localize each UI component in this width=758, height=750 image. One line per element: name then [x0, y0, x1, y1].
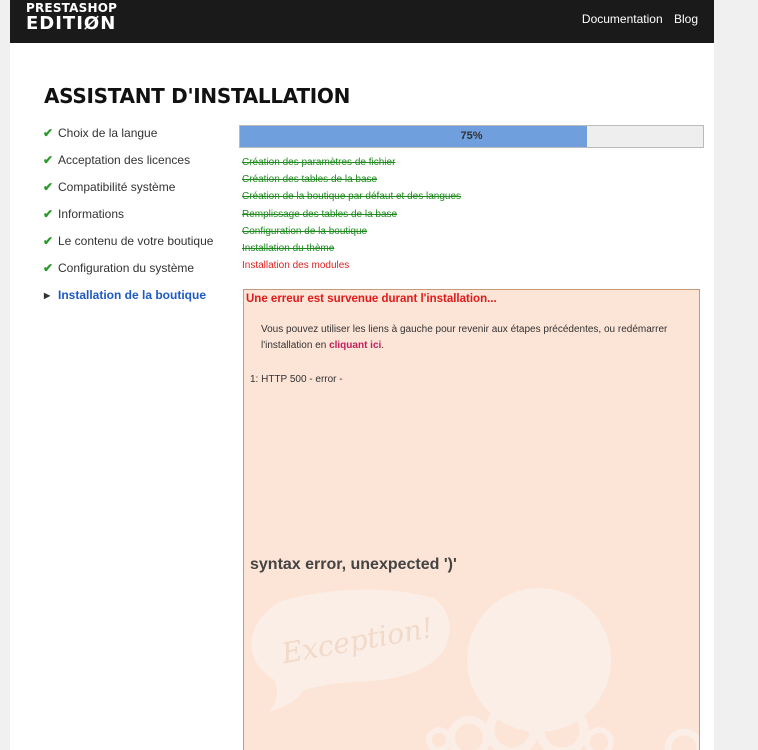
progress-percent: 75%: [460, 130, 483, 142]
step-installation-boutique: [43, 288, 213, 315]
step-compatibilite-systeme[interactable]: [43, 180, 213, 207]
task-item: Installation du thème: [242, 242, 335, 254]
task-item: Création des paramètres de fichier: [242, 157, 396, 168]
exception-illustration: [244, 580, 700, 750]
error-message-end: .: [381, 340, 385, 351]
step-informations[interactable]: [43, 207, 213, 234]
step-label: Informations: [58, 207, 125, 221]
task-item: Remplissage des tables de la base: [242, 208, 398, 220]
step-label: Configuration du système: [58, 261, 195, 275]
logo-bottom-text: EDITIØN: [26, 13, 117, 34]
installation-task-list: [242, 157, 461, 277]
check-icon: ✔: [43, 153, 54, 167]
top-header: [10, 0, 714, 43]
error-message-text: Vous pouvez utiliser les liens à gauche pour revenir aux étapes précédentes, ou redémarrer l'installation en: [261, 324, 668, 351]
error-panel: [243, 289, 700, 750]
check-icon: ✔: [43, 126, 54, 140]
restart-installation-link[interactable]: cliquant ici: [329, 340, 382, 351]
main-content: [10, 43, 714, 750]
step-label: Choix de la langue: [58, 126, 158, 140]
task-item: Création de la boutique par défaut et des langues: [242, 191, 462, 203]
check-icon: ✔: [43, 180, 54, 194]
task-item: Création des tables de la base: [242, 174, 378, 186]
step-configuration-systeme[interactable]: [43, 261, 213, 288]
check-icon: ✔: [43, 207, 54, 221]
step-choix-langue[interactable]: [43, 126, 213, 153]
step-label: Le contenu de votre boutique: [58, 234, 214, 248]
step-contenu-boutique[interactable]: [43, 234, 213, 261]
exception-art-text: Exception!: [279, 611, 436, 671]
prestashop-logo[interactable]: [26, 2, 117, 33]
check-icon: ✔: [43, 234, 54, 248]
step-label: Acceptation des licences: [58, 153, 191, 167]
nav-blog-link[interactable]: Blog: [673, 12, 698, 26]
current-step-arrow-icon: ▶: [44, 291, 51, 300]
header-nav: [574, 12, 698, 26]
installation-progress-bar: [239, 125, 704, 148]
step-acceptation-licences[interactable]: [43, 153, 213, 180]
check-icon: ✔: [43, 261, 54, 275]
page-title: ASSISTANT D'INSTALLATION: [44, 84, 351, 108]
task-item: Configuration de la boutique: [242, 225, 368, 237]
error-title: Une erreur est survenue durant l'installation...: [246, 293, 497, 305]
task-item-error: Installation des modules: [242, 260, 350, 272]
step-label: Installation de la boutique: [58, 288, 207, 302]
error-message: [261, 322, 681, 354]
nav-documentation-link[interactable]: Documentation: [581, 12, 663, 26]
step-label: Compatibilité système: [58, 180, 176, 194]
exception-message: syntax error, unexpected ')': [250, 556, 457, 573]
error-detail: 1: HTTP 500 - error -: [250, 374, 343, 385]
logo-top-text: PRESTASHOP: [26, 1, 118, 15]
installation-steps: [43, 126, 213, 315]
